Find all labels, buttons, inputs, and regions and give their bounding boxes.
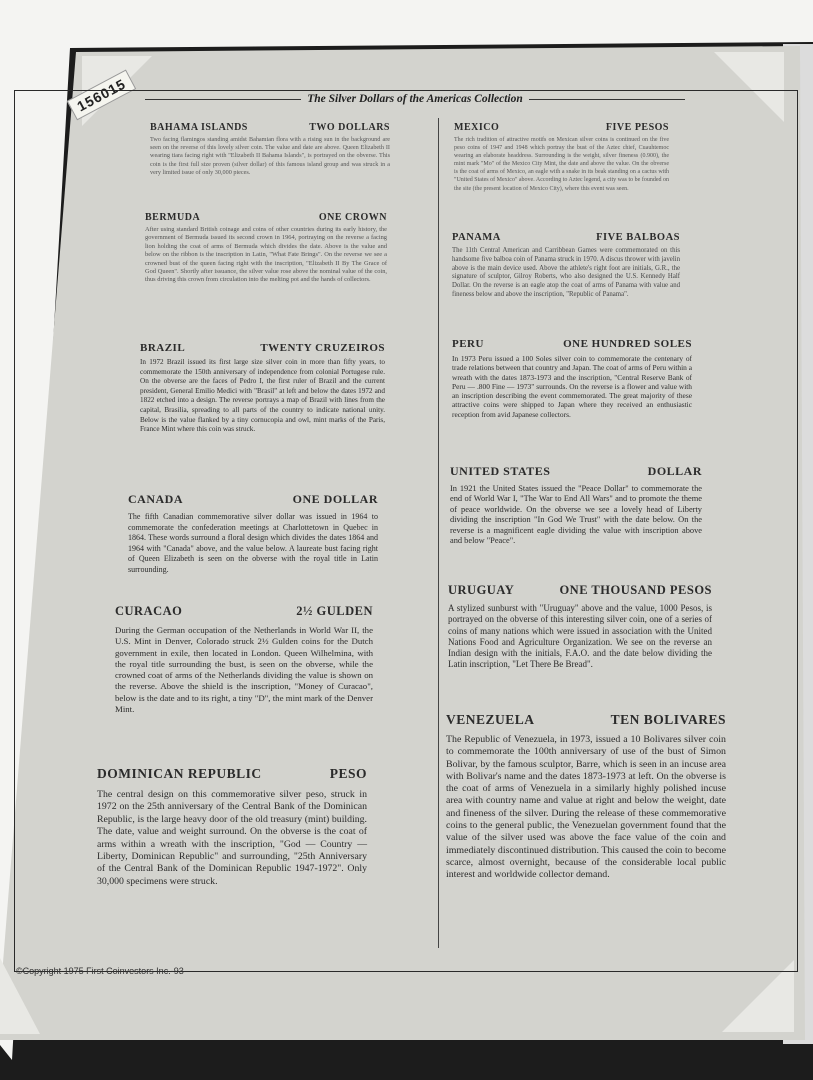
description: In 1972 Brazil issued its first large size silver coin in more than fifty years, to commemorate the 150th anniversary of independence from colonial Portugese rule. On the obverse are the faces of Pedro I, the first ruler of Brazil and the current president, General Emilio Medici with "Brasil" at left and below the dates 1972 and 1822 etched into a design. The reverse portrays a map of Brazil with lines from the capital, Brasilia, spreading to all parts of the country to indicate national unity. Below is the value flanked by a tiny cornucopia and owl, mint marks of the Paris, France Mint where this coin was struck. (140, 358, 385, 434)
denomination: TWENTY CRUZEIROS (260, 342, 385, 354)
coin-entry-united-states (450, 464, 702, 546)
denomination: ONE THOUSAND PESOS (559, 583, 712, 597)
coin-entry-panama (452, 232, 680, 300)
page-title (145, 90, 685, 108)
country-name: DOMINICAN REPUBLIC (97, 766, 262, 781)
description: During the German occupation of the Netherlands in World War II, the U.S. Mint in Denver, Colorado struck 2½ Gulden coins for the Dutch government in exile, then located in London. Queen Wilhelmina, with the royal title surrounding the bust, is seen on the obverse, while the crowned coat of arms of the Netherlands dividing the value is shown on the reverse. Above the shield is the inscription, "Money of Curacao", below is the date and to its right, a tiny "D", the mint mark of the Denver Mint. (115, 625, 373, 715)
coin-entry-peru (452, 338, 692, 419)
coin-entry-bermuda (145, 212, 387, 285)
denomination: TEN BOLIVARES (610, 712, 726, 727)
country-name: MEXICO (454, 122, 500, 133)
title-text: The Silver Dollars of the Americas Collection (307, 93, 523, 105)
country-name: URUGUAY (448, 583, 515, 597)
denomination: ONE HUNDRED SOLES (563, 338, 692, 350)
coin-entry-uruguay (448, 583, 712, 671)
description: In 1921 the United States issued the "Peace Dollar" to commemorate the end of World War I, "The War to End All Wars" and to promote the theme of peace worldwide. On the obverse we see a lovely head of Liberty dividing the inscription "In God We Trust" with the date below. On the reverse is a magnificent eagle dividing the value with inscription above and below "Peace". (450, 484, 702, 546)
denomination: DOLLAR (647, 464, 702, 478)
column-divider (438, 118, 439, 948)
country-name: VENEZUELA (446, 712, 535, 727)
denomination: ONE DOLLAR (292, 492, 378, 506)
description: The Republic of Venezuela, in 1973, issued a 10 Bolivares silver coin to commemorate the 100th anniversary of use of the bust of Simon Bolivar, by the famous sculptor, Barre, which is seen in an incuse area with Bolivar's name and the dates 1873-1973 at left. On the obverse is the coat of arms of Venezuela in a similarly highly polished incuse area with country name and value at right and below the weight, date and fineness of the silver. During the release of these commemorative coins to the general public, the Venezuelan government found that the value of the silver used was above the face value of the coin and immediately discontinued distribution. This caused the coin to become scarce, almost overnight, because of the considerable local public interest and worldwide collector demand. (446, 734, 726, 881)
title-rule-right (529, 99, 685, 100)
description: The rich tradition of attractive motifs on Mexican silver coins is continued on the five peso coins of 1947 and 1948 which portray the bust of the Aztec chief, Cuauhtemoc wearing an elaborate headdress. Surrounding is the weight, silver fineness (0.900), the mint mark "Mo" of the Mexico City Mint, the date and above the value. On the obverse is the coat of arms of Mexico, an eagle with a snake in its beak standing on a cactus with "United States of Mexico" above. According to Aztec legend, a city was to be founded on the site (the present location of Mexico City), where this event was seen. (454, 137, 670, 192)
country-name: UNITED STATES (450, 464, 551, 478)
country-name: BAHAMA ISLANDS (150, 122, 248, 133)
description: Two facing flamingos standing amidst Bahamian flora with a rising sun in the background are seen on the reverse of this lovely silver coin. The value and date are above. Queen Elizabeth II wearing tiara facing right with "Elizabeth II Bahama Islands", is portrayed on the obverse. This coin is the first full size proven (silver dollar) of this famous island group and was struck in a very limited issue of only 30,000 pieces. (150, 136, 390, 176)
coin-entry-curacao (115, 604, 373, 715)
country-name: PANAMA (452, 232, 501, 243)
description: In 1973 Peru issued a 100 Soles silver coin to commemorate the centenary of trade relations between that country and Japan. The coat of arms of Peru within a wreath with the dates 1873-1973 and the inscription, "Central Reserve Bank of Peru — .800 Fine — 1973" surrounds. On the reverse is a flower and value with an inscription describing the event commemorated. The great majority of these attractive coins were shipped to Japan where they received an enthusiastic reception from avid Japanese collectors. (452, 354, 692, 419)
coin-entry-canada (128, 492, 378, 576)
denomination: 2½ GULDEN (296, 604, 373, 618)
country-name: CURACAO (115, 604, 183, 618)
denomination: ONE CROWN (318, 212, 387, 223)
country-name: BERMUDA (145, 212, 201, 223)
description: The 11th Central American and Carribbean Games were commemorated on this handsome five balboa coin of Panama struck in 1970. A discus thrower with javelin above is the main device used. Above the athlete's right foot are initials, G.R., the signature of sculptor, Gilroy Roberts, who also designed the U.S. Kennedy Half Dollar. On the reverse is an eagle atop the coat of arms of Panama with value and fineness below and above the inscription, "Republic of Panama". (452, 247, 680, 298)
denomination: FIVE PESOS (605, 122, 669, 133)
denomination: FIVE BALBOAS (596, 232, 680, 243)
denomination: TWO DOLLARS (309, 122, 390, 133)
description: A stylized sunburst with "Uruguay" above and the value, 1000 Pesos, is portrayed on the obverse of this interesting silver coin, one of a series of coins of many nations which were issued in association with the United Nations Food and Agriculture Organization. We see on the reverse an Indian design with the initials, F.A.O. and the date below dividing the Latin inscription, "Let There Be Bread". (448, 603, 712, 670)
title-rule-left (145, 99, 301, 100)
inventory-stamp: 156015 (67, 70, 136, 121)
description: The central design on this commemorative silver peso, struck in 1972 on the 25th anniversary of the Central Bank of the Dominican Republic, is the large heavy door of the old treasury (mint) building. The date, value and weight surround. On the obverse is the coat of arms within a wreath with the inscription, "God — Country — Liberty, Dominican Republic" and surrounding, "25th Anniversary of the Central Bank of the Dominican Republic 1947-1972". Only 30,000 specimens were struck. (97, 789, 367, 887)
country-name: CANADA (128, 492, 183, 506)
denomination: PESO (329, 766, 367, 781)
copyright-notice: ©Copyright 1975 First Coinvestors Inc.-93 (16, 966, 184, 976)
coin-entry-mexico (454, 122, 669, 193)
coin-entry-dominican-republic (97, 766, 367, 888)
coin-entry-bahama (150, 122, 390, 177)
description: After using standard British coinage and coins of other countries during its early history, the government of Bermuda issued its second crown in 1964, portraying on the reverse a facing lion holding the coat of arms of Bermuda which divides the date. Above is the value and below on the ribbon is the inscription in Latin, "What Fate Brings". On the reverse we see a crowned bust of the queen facing right with the inscription, "Elizabeth II By The Grace of God Queen". Shortly after issuance, the silver value rose above the nominal value of the coin, thus driving this crown from circulation into the melting pot and the hands of collectors. (145, 226, 387, 284)
coin-entry-brazil (140, 342, 385, 435)
description: The fifth Canadian commemorative silver dollar was issued in 1964 to commemorate the confederation meetings at Charlottetown in Quebec in 1864. These words surround a floral design which divides the dates 1864 and 1964 with "Canada" above, and the value below. A laureate bust facing right of Queen Elizabeth is seen on the obverse with the royal title in Latin surrounding. (128, 512, 378, 574)
coin-entry-venezuela (446, 712, 726, 882)
country-name: BRAZIL (140, 342, 186, 354)
country-name: PERU (452, 338, 484, 350)
